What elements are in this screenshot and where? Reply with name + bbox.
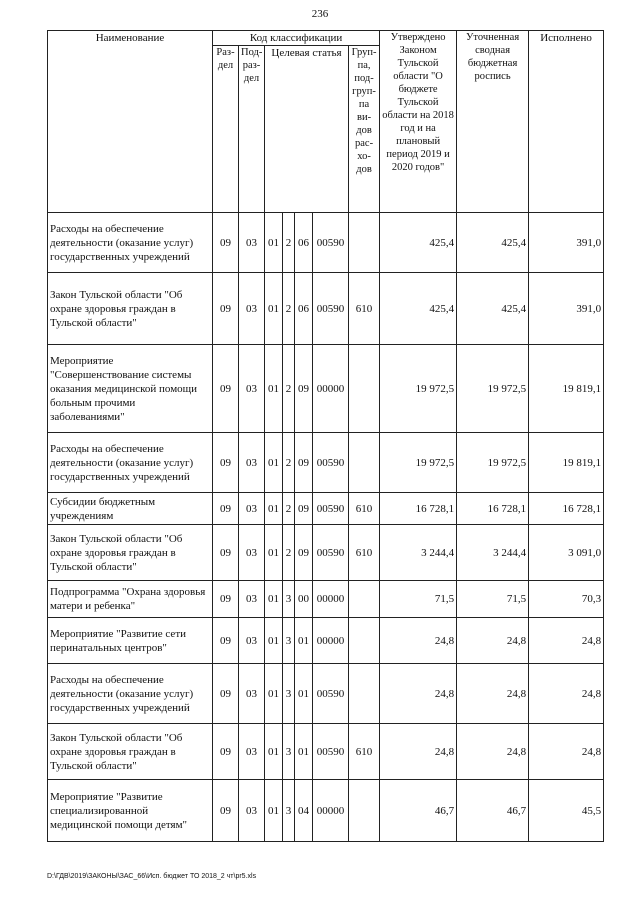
header-expense-group: Груп-па, под-груп-па ви-дов рас-хо-дов (349, 46, 380, 213)
expense-group-cell (349, 433, 380, 493)
expense-group-cell: 610 (349, 724, 380, 780)
razdel-cell: 09 (213, 213, 239, 273)
article-program-cell: 01 (265, 345, 283, 433)
article-direction-cell: 00590 (313, 525, 349, 581)
executed-cell: 45,5 (529, 780, 604, 842)
executed-cell: 19 819,1 (529, 433, 604, 493)
article-event-cell: 00 (295, 581, 313, 618)
razdel-cell: 09 (213, 273, 239, 345)
expense-group-cell: 610 (349, 525, 380, 581)
refined-cell: 425,4 (457, 213, 529, 273)
approved-cell: 24,8 (380, 618, 457, 664)
expense-group-cell (349, 345, 380, 433)
razdel-cell: 09 (213, 581, 239, 618)
article-direction-cell: 00000 (313, 780, 349, 842)
expense-group-cell: 610 (349, 493, 380, 525)
approved-cell: 24,8 (380, 724, 457, 780)
expense-group-cell (349, 581, 380, 618)
article-program-cell: 01 (265, 525, 283, 581)
expense-group-cell (349, 618, 380, 664)
article-program-cell: 01 (265, 780, 283, 842)
refined-cell: 3 244,4 (457, 525, 529, 581)
refined-cell: 425,4 (457, 273, 529, 345)
podrazdel-cell: 03 (239, 433, 265, 493)
article-subprogram-cell: 3 (283, 724, 295, 780)
razdel-cell: 09 (213, 345, 239, 433)
approved-cell: 46,7 (380, 780, 457, 842)
file-path: D:\ГДВ\2019\ЗАКОНЫ\ЗАС_66\Исп. бюджет ТО 2018_2 чт\pr5.xls (47, 873, 257, 880)
approved-cell: 425,4 (380, 273, 457, 345)
approved-cell: 19 972,5 (380, 345, 457, 433)
table-row (48, 493, 604, 525)
article-event-cell: 04 (295, 780, 313, 842)
podrazdel-cell: 03 (239, 525, 265, 581)
header-executed: Исполнено (529, 31, 604, 213)
table-body (48, 213, 604, 842)
executed-cell: 3 091,0 (529, 525, 604, 581)
article-program-cell: 01 (265, 618, 283, 664)
podrazdel-cell: 03 (239, 493, 265, 525)
executed-cell: 391,0 (529, 273, 604, 345)
executed-cell: 24,8 (529, 618, 604, 664)
article-event-cell: 01 (295, 618, 313, 664)
article-direction-cell: 00590 (313, 273, 349, 345)
row-name: Закон Тульской области "Об охране здоровья граждан в Тульской области" (48, 525, 213, 581)
row-name: Закон Тульской области "Об охране здоровья граждан в Тульской области" (48, 724, 213, 780)
table-row (48, 433, 604, 493)
article-event-cell: 06 (295, 213, 313, 273)
page-number: 236 (311, 8, 329, 20)
row-name: Мероприятие "Развитие специализированной медицинской помощи детям" (48, 780, 213, 842)
article-direction-cell: 00590 (313, 664, 349, 724)
header-refined: Уточненная сводная бюджетная роспись (457, 31, 529, 213)
budget-table (47, 30, 604, 842)
approved-cell: 19 972,5 (380, 433, 457, 493)
article-event-cell: 01 (295, 664, 313, 724)
article-direction-cell: 00000 (313, 345, 349, 433)
row-name: Закон Тульской области "Об охране здоровья граждан в Тульской области" (48, 273, 213, 345)
table-row (48, 525, 604, 581)
article-direction-cell: 00590 (313, 493, 349, 525)
executed-cell: 24,8 (529, 724, 604, 780)
article-event-cell: 09 (295, 345, 313, 433)
table-row (48, 581, 604, 618)
article-subprogram-cell: 2 (283, 213, 295, 273)
header-name: Наименование (48, 31, 213, 213)
article-program-cell: 01 (265, 433, 283, 493)
article-program-cell: 01 (265, 213, 283, 273)
article-subprogram-cell: 2 (283, 345, 295, 433)
refined-cell: 24,8 (457, 724, 529, 780)
approved-cell: 16 728,1 (380, 493, 457, 525)
table-row (48, 273, 604, 345)
article-program-cell: 01 (265, 724, 283, 780)
table-row (48, 724, 604, 780)
article-direction-cell: 00590 (313, 724, 349, 780)
article-program-cell: 01 (265, 493, 283, 525)
approved-cell: 3 244,4 (380, 525, 457, 581)
table-row (48, 213, 604, 273)
podrazdel-cell: 03 (239, 664, 265, 724)
article-direction-cell: 00590 (313, 213, 349, 273)
executed-cell: 16 728,1 (529, 493, 604, 525)
table-row (48, 780, 604, 842)
row-name: Подпрограмма "Охрана здоровья матери и ребенка" (48, 581, 213, 618)
approved-cell: 425,4 (380, 213, 457, 273)
article-program-cell: 01 (265, 664, 283, 724)
podrazdel-cell: 03 (239, 581, 265, 618)
article-subprogram-cell: 2 (283, 493, 295, 525)
refined-cell: 19 972,5 (457, 433, 529, 493)
header-target-article: Целевая статья (265, 46, 349, 213)
article-direction-cell: 00590 (313, 433, 349, 493)
header-approved: Утверждено Законом Тульской области "О бюджете Тульской области на 2018 год и на плановый период 2019 и 2020 годов" (380, 31, 457, 213)
expense-group-cell: 610 (349, 273, 380, 345)
refined-cell: 24,8 (457, 618, 529, 664)
article-program-cell: 01 (265, 273, 283, 345)
razdel-cell: 09 (213, 433, 239, 493)
refined-cell: 71,5 (457, 581, 529, 618)
podrazdel-cell: 03 (239, 345, 265, 433)
podrazdel-cell: 03 (239, 213, 265, 273)
header-classification-code: Код классификации (213, 31, 380, 46)
article-program-cell: 01 (265, 581, 283, 618)
expense-group-cell (349, 664, 380, 724)
razdel-cell: 09 (213, 493, 239, 525)
razdel-cell: 09 (213, 664, 239, 724)
expense-group-cell (349, 213, 380, 273)
table-header (48, 31, 604, 213)
table-row (48, 345, 604, 433)
podrazdel-cell: 03 (239, 618, 265, 664)
article-subprogram-cell: 2 (283, 273, 295, 345)
razdel-cell: 09 (213, 780, 239, 842)
executed-cell: 19 819,1 (529, 345, 604, 433)
article-event-cell: 09 (295, 525, 313, 581)
article-direction-cell: 00000 (313, 618, 349, 664)
razdel-cell: 09 (213, 525, 239, 581)
razdel-cell: 09 (213, 724, 239, 780)
row-name: Мероприятие "Совершенствование системы оказания медицинской помощи больным прочими заболеваниями" (48, 345, 213, 433)
podrazdel-cell: 03 (239, 724, 265, 780)
refined-cell: 24,8 (457, 664, 529, 724)
article-subprogram-cell: 2 (283, 433, 295, 493)
article-subprogram-cell: 3 (283, 618, 295, 664)
article-event-cell: 09 (295, 433, 313, 493)
row-name: Расходы на обеспечение деятельности (оказание услуг) государственных учреждений (48, 433, 213, 493)
executed-cell: 24,8 (529, 664, 604, 724)
row-name: Мероприятие "Развитие сети перинатальных центров" (48, 618, 213, 664)
razdel-cell: 09 (213, 618, 239, 664)
article-subprogram-cell: 2 (283, 525, 295, 581)
article-event-cell: 06 (295, 273, 313, 345)
header-subsection: Под-раз-дел (239, 46, 265, 213)
executed-cell: 70,3 (529, 581, 604, 618)
refined-cell: 46,7 (457, 780, 529, 842)
row-name: Расходы на обеспечение деятельности (оказание услуг) государственных учреждений (48, 664, 213, 724)
article-event-cell: 01 (295, 724, 313, 780)
article-event-cell: 09 (295, 493, 313, 525)
row-name: Субсидии бюджетным учреждениям (48, 493, 213, 525)
podrazdel-cell: 03 (239, 780, 265, 842)
article-direction-cell: 00000 (313, 581, 349, 618)
executed-cell: 391,0 (529, 213, 604, 273)
podrazdel-cell: 03 (239, 273, 265, 345)
expense-group-cell (349, 780, 380, 842)
article-subprogram-cell: 3 (283, 780, 295, 842)
row-name: Расходы на обеспечение деятельности (оказание услуг) государственных учреждений (48, 213, 213, 273)
approved-cell: 71,5 (380, 581, 457, 618)
table-row (48, 664, 604, 724)
article-subprogram-cell: 3 (283, 581, 295, 618)
refined-cell: 16 728,1 (457, 493, 529, 525)
article-subprogram-cell: 3 (283, 664, 295, 724)
approved-cell: 24,8 (380, 664, 457, 724)
table-row (48, 618, 604, 664)
header-section: Раз-дел (213, 46, 239, 213)
refined-cell: 19 972,5 (457, 345, 529, 433)
